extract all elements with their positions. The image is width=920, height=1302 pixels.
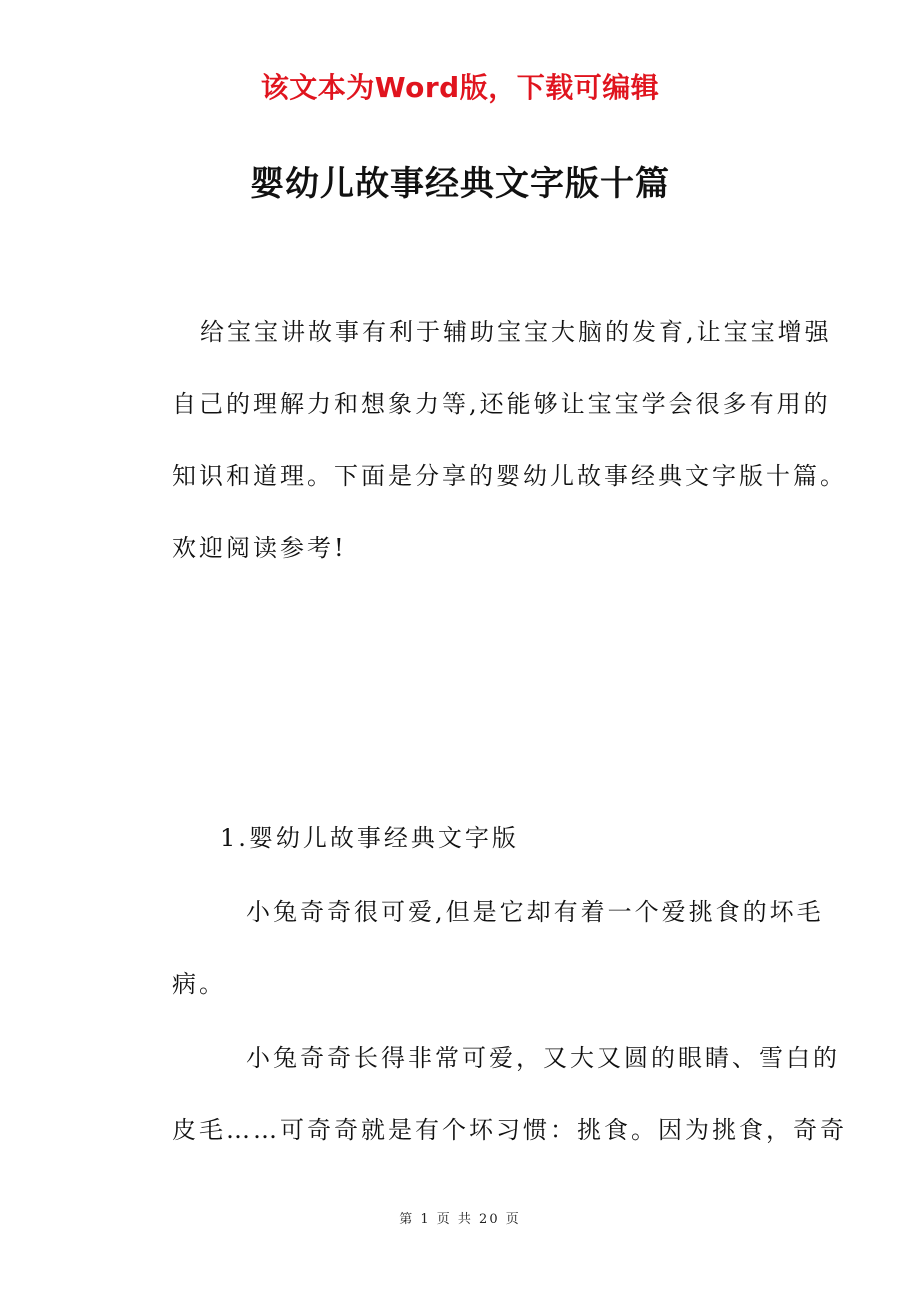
page-footer: 第 1 页 共 20 页 bbox=[399, 1212, 521, 1227]
section-heading: 1.婴幼儿故事经典文字版 bbox=[220, 824, 519, 852]
story-line: 皮毛……可奇奇就是有个坏习惯：挑食。因为挑食，奇奇 bbox=[172, 1116, 847, 1144]
intro-line: 给宝宝讲故事有利于辅助宝宝大脑的发育,让宝宝增强 bbox=[200, 318, 832, 346]
editable-notice-banner: 该文本为Word版，下载可编辑 bbox=[260, 71, 660, 104]
intro-line: 自己的理解力和想象力等,还能够让宝宝学会很多有用的 bbox=[172, 390, 831, 418]
intro-line: 欢迎阅读参考! bbox=[172, 534, 347, 562]
document-title: 婴幼儿故事经典文字版十篇 bbox=[250, 164, 670, 204]
story-line: 小兔奇奇很可爱,但是它却有着一个爱挑食的坏毛 bbox=[246, 898, 824, 926]
intro-line: 知识和道理。下面是分享的婴幼儿故事经典文字版十篇。 bbox=[172, 462, 847, 490]
story-line: 病。 bbox=[172, 970, 226, 998]
story-line: 小兔奇奇长得非常可爱，又大又圆的眼睛、雪白的 bbox=[246, 1044, 840, 1072]
